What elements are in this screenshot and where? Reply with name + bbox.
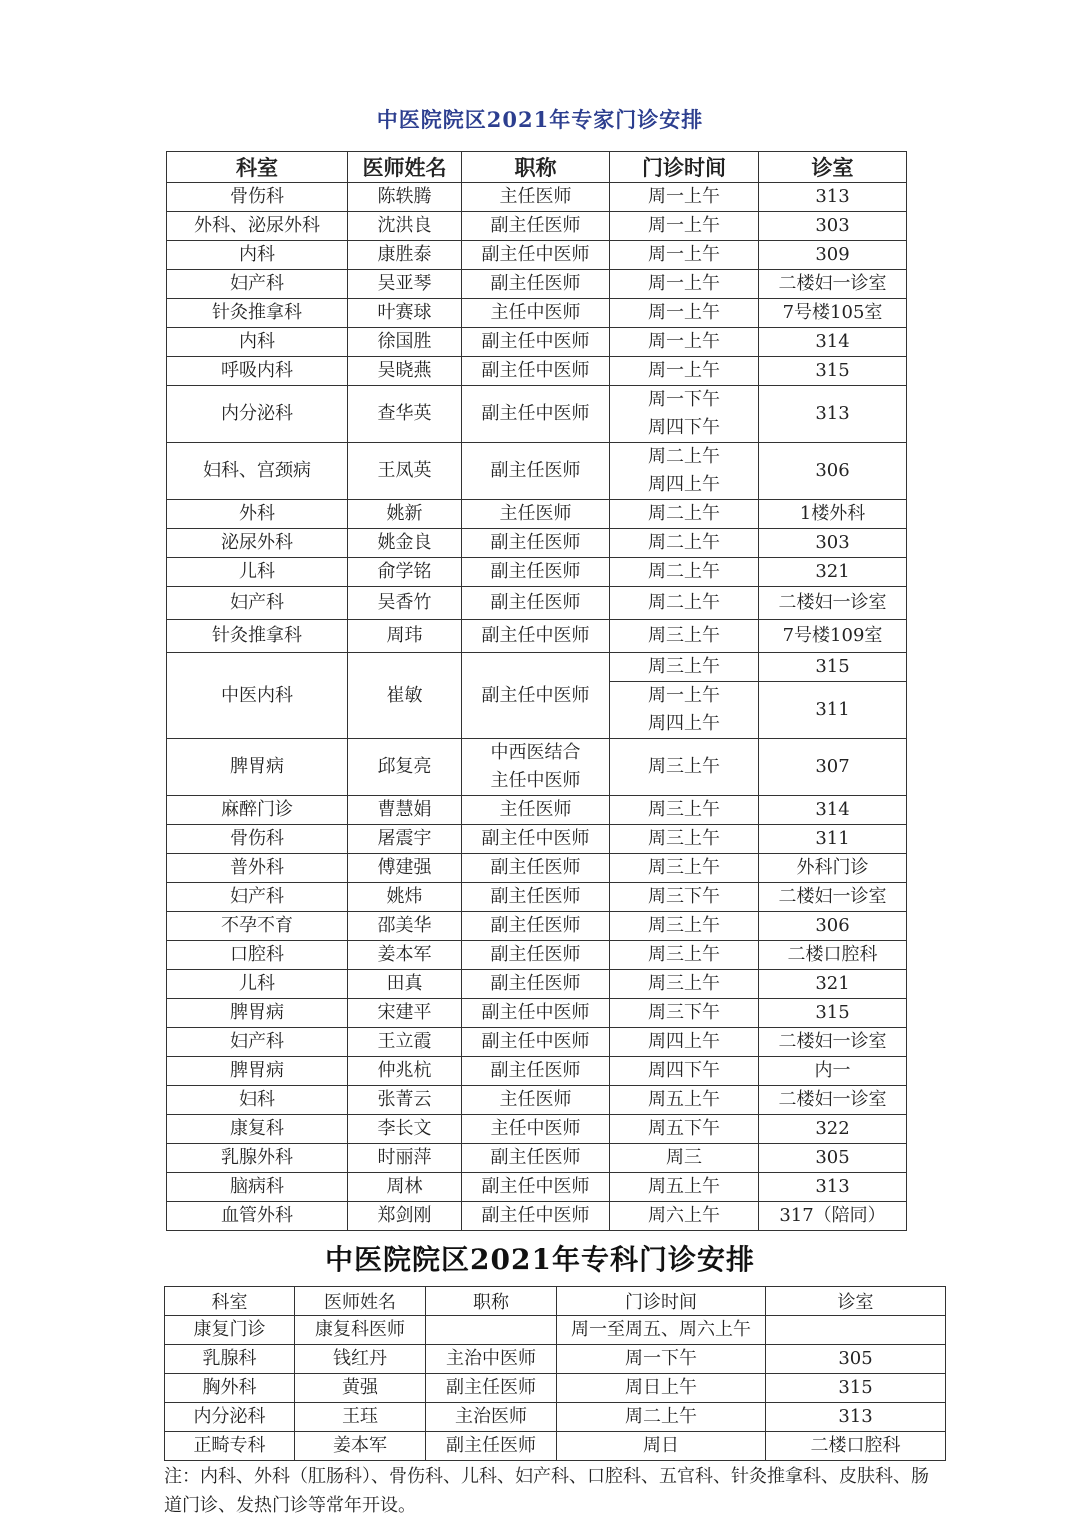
table-cell: 305 <box>759 1144 907 1173</box>
table-row <box>167 443 907 500</box>
table-cell: 脾胃病 <box>167 999 348 1028</box>
table-cell: 邱复亮 <box>348 739 462 796</box>
table-cell: 313 <box>766 1403 946 1432</box>
table-cell: 303 <box>759 212 907 241</box>
table-cell: 姜本军 <box>348 941 462 970</box>
table-row <box>167 1202 907 1231</box>
table-cell: 主任医师 <box>462 796 610 825</box>
table-cell: 内科 <box>167 328 348 357</box>
table-cell: 副主任医师 <box>462 212 610 241</box>
table-cell: 妇产科 <box>167 883 348 912</box>
table-cell: 主治中医师 <box>426 1345 557 1374</box>
table-row <box>167 529 907 558</box>
table-cell: 妇科 <box>167 1086 348 1115</box>
table-cell: 副主任医师 <box>462 970 610 999</box>
table-cell: 周三上午 <box>610 796 759 825</box>
table-cell: 俞学铭 <box>348 558 462 587</box>
table-cell: 姚金良 <box>348 529 462 558</box>
table-cell: 麻醉门诊 <box>167 796 348 825</box>
table-cell: 周玮 <box>348 620 462 653</box>
table-cell: 副主任中医师 <box>462 1202 610 1231</box>
table-cell: 副主任中医师 <box>462 999 610 1028</box>
table-cell: 7号楼109室 <box>759 620 907 653</box>
table-cell: 内一 <box>759 1057 907 1086</box>
column-header: 门诊时间 <box>557 1287 766 1316</box>
table-cell: 主任医师 <box>462 500 610 529</box>
table-cell: 周日 <box>557 1432 766 1461</box>
table-cell: 副主任医师 <box>462 529 610 558</box>
table-cell: 313 <box>759 386 907 443</box>
table-cell: 正畸专科 <box>165 1432 295 1461</box>
table-cell: 314 <box>759 328 907 357</box>
table-row <box>167 620 907 653</box>
table-row <box>167 912 907 941</box>
table-cell: 315 <box>766 1374 946 1403</box>
cell-line: 周四上午 <box>648 474 720 495</box>
table-cell: 副主任医师 <box>462 854 610 883</box>
table-cell: 二楼口腔科 <box>759 941 907 970</box>
table-cell: 傅建强 <box>348 854 462 883</box>
table-cell: 周二上午 <box>610 529 759 558</box>
table-cell: 副主任医师 <box>462 1144 610 1173</box>
table-cell: 康胜泰 <box>348 241 462 270</box>
table-cell: 306 <box>759 443 907 500</box>
table-cell: 322 <box>759 1115 907 1144</box>
table-cell: 周一上午 <box>610 299 759 328</box>
table-row <box>167 500 907 529</box>
cell-line: 周四下午 <box>648 417 720 438</box>
table-cell: 沈洪良 <box>348 212 462 241</box>
table-cell: 副主任中医师 <box>462 1028 610 1057</box>
table-row <box>167 587 907 620</box>
table-cell: 副主任中医师 <box>462 386 610 443</box>
table-cell: 宋建平 <box>348 999 462 1028</box>
table-cell: 周二上午 <box>610 500 759 529</box>
table-cell: 副主任医师 <box>462 941 610 970</box>
table-row <box>167 999 907 1028</box>
table-cell: 周一至周五、周六上午 <box>557 1316 766 1345</box>
table-cell: 周三上午 <box>610 825 759 854</box>
table-cell: 王凤英 <box>348 443 462 500</box>
table-cell: 周三上午 <box>610 653 759 682</box>
table-cell <box>610 386 759 443</box>
table-cell: 周二上午 <box>610 587 759 620</box>
table-row <box>167 970 907 999</box>
table-cell: 口腔科 <box>167 941 348 970</box>
table-cell: 周一下午 <box>557 1345 766 1374</box>
table-cell: 康复门诊 <box>165 1316 295 1345</box>
table-cell: 姚炜 <box>348 883 462 912</box>
table-row <box>167 1173 907 1202</box>
table-row <box>167 357 907 386</box>
table-cell <box>766 1316 946 1345</box>
table-cell: 周一上午 <box>610 212 759 241</box>
table-cell: 副主任中医师 <box>462 241 610 270</box>
table-cell: 泌尿外科 <box>167 529 348 558</box>
table-cell: 副主任医师 <box>462 883 610 912</box>
column-header: 医师姓名 <box>348 152 462 183</box>
table-cell: 周三下午 <box>610 999 759 1028</box>
table-cell: 副主任中医师 <box>462 620 610 653</box>
table-row <box>167 825 907 854</box>
table-cell: 邵美华 <box>348 912 462 941</box>
table-cell: 周三上午 <box>610 854 759 883</box>
table-cell: 崔敏 <box>348 653 462 739</box>
table-cell: 内分泌科 <box>165 1403 295 1432</box>
table-cell: 315 <box>759 653 907 682</box>
table-cell: 周日上午 <box>557 1374 766 1403</box>
specialty-clinic-table <box>164 1286 946 1461</box>
table-row <box>167 739 907 796</box>
table-cell: 副主任中医师 <box>462 357 610 386</box>
table-cell: 副主任医师 <box>462 443 610 500</box>
table-cell: 曹慧娟 <box>348 796 462 825</box>
table-cell: 二楼妇一诊室 <box>759 883 907 912</box>
table-cell: 副主任中医师 <box>462 825 610 854</box>
table-cell: 7号楼105室 <box>759 299 907 328</box>
table-cell: 周三 <box>610 1144 759 1173</box>
table-row <box>167 183 907 212</box>
table-cell: 不孕不育 <box>167 912 348 941</box>
table-cell: 主任中医师 <box>462 299 610 328</box>
table-cell: 骨伤科 <box>167 825 348 854</box>
table-cell: 针灸推拿科 <box>167 299 348 328</box>
table-cell: 脾胃病 <box>167 1057 348 1086</box>
table-row <box>165 1374 946 1403</box>
table-cell: 康复科 <box>167 1115 348 1144</box>
table-row <box>167 941 907 970</box>
table-cell: 二楼妇一诊室 <box>759 1028 907 1057</box>
table-cell: 主任医师 <box>462 1086 610 1115</box>
table-cell: 乳腺外科 <box>167 1144 348 1173</box>
column-header: 门诊时间 <box>610 152 759 183</box>
table-cell: 内科 <box>167 241 348 270</box>
table-cell: 外科 <box>167 500 348 529</box>
column-header: 科室 <box>167 152 348 183</box>
table-cell: 副主任医师 <box>462 558 610 587</box>
table-cell: 副主任医师 <box>462 587 610 620</box>
table-row <box>165 1345 946 1374</box>
table-cell: 306 <box>759 912 907 941</box>
column-header: 职称 <box>426 1287 557 1316</box>
cell-line: 主任中医师 <box>490 770 581 791</box>
table-cell: 307 <box>759 739 907 796</box>
table-cell: 脾胃病 <box>167 739 348 796</box>
expert-clinic-table <box>166 151 907 1231</box>
table-cell: 外科门诊 <box>759 854 907 883</box>
table-cell: 315 <box>759 999 907 1028</box>
table-row <box>167 386 907 443</box>
table-cell: 妇产科 <box>167 270 348 299</box>
table-cell: 二楼口腔科 <box>766 1432 946 1461</box>
table-row <box>167 1028 907 1057</box>
table-cell: 305 <box>766 1345 946 1374</box>
table-cell: 周三上午 <box>610 941 759 970</box>
column-header: 医师姓名 <box>295 1287 426 1316</box>
table-cell: 周一上午 <box>610 270 759 299</box>
table-cell <box>426 1316 557 1345</box>
table-cell: 王珏 <box>295 1403 426 1432</box>
table-cell: 副主任中医师 <box>462 328 610 357</box>
table-cell: 321 <box>759 970 907 999</box>
table-cell: 321 <box>759 558 907 587</box>
table-cell: 骨伤科 <box>167 183 348 212</box>
table-row <box>167 558 907 587</box>
cell-line: 周二上午 <box>648 446 720 467</box>
table-cell: 康复科医师 <box>295 1316 426 1345</box>
table-cell: 主任中医师 <box>462 1115 610 1144</box>
table-cell: 副主任中医师 <box>462 1173 610 1202</box>
table-cell: 二楼妇一诊室 <box>759 1086 907 1115</box>
table-cell: 副主任医师 <box>462 270 610 299</box>
table-row <box>167 212 907 241</box>
table-row <box>167 328 907 357</box>
table-row <box>167 1086 907 1115</box>
table-cell: 副主任中医师 <box>462 653 610 739</box>
schedule-title-expert: 中医院院区2021年专家门诊安排 <box>376 107 704 132</box>
table-cell: 吴晓燕 <box>348 357 462 386</box>
table-cell: 二楼妇一诊室 <box>759 270 907 299</box>
table-row <box>165 1316 946 1345</box>
table-cell: 乳腺科 <box>165 1345 295 1374</box>
table-cell: 胸外科 <box>165 1374 295 1403</box>
cell-line: 周四上午 <box>648 713 720 734</box>
table-cell: 317（陪同） <box>759 1202 907 1231</box>
footnote: 注：内科、外科（肛肠科）、骨伤科、儿科、妇产科、口腔科、五官科、针灸推拿科、皮肤科、肠道门诊、发热门诊等常年开设。 <box>164 1466 929 1516</box>
table-cell: 郑剑刚 <box>348 1202 462 1231</box>
table-cell: 儿科 <box>167 970 348 999</box>
table-cell: 内分泌科 <box>167 386 348 443</box>
table-cell: 屠震宇 <box>348 825 462 854</box>
table-cell: 周二上午 <box>610 558 759 587</box>
table-row <box>167 270 907 299</box>
table-cell: 钱红丹 <box>295 1345 426 1374</box>
table-cell: 王立霞 <box>348 1028 462 1057</box>
table-cell: 周三上午 <box>610 739 759 796</box>
table-cell: 外科、泌尿外科 <box>167 212 348 241</box>
table-cell: 呼吸内科 <box>167 357 348 386</box>
table-cell: 查华英 <box>348 386 462 443</box>
table-row <box>165 1432 946 1461</box>
table-cell: 姚新 <box>348 500 462 529</box>
table-cell: 313 <box>759 1173 907 1202</box>
table-row <box>167 653 907 682</box>
cell-line: 中西医结合 <box>490 742 581 763</box>
table-cell: 周五下午 <box>610 1115 759 1144</box>
table-cell: 叶赛球 <box>348 299 462 328</box>
table-row <box>167 299 907 328</box>
table-cell: 徐国胜 <box>348 328 462 357</box>
table-cell: 副主任医师 <box>462 912 610 941</box>
table-cell: 主任医师 <box>462 183 610 212</box>
table-cell: 血管外科 <box>167 1202 348 1231</box>
table-cell: 周三上午 <box>610 912 759 941</box>
cell-line: 周一上午 <box>648 685 720 706</box>
table-cell: 周四上午 <box>610 1028 759 1057</box>
table-cell: 314 <box>759 796 907 825</box>
table-row <box>167 854 907 883</box>
table-cell: 二楼妇一诊室 <box>759 587 907 620</box>
table-cell: 1楼外科 <box>759 500 907 529</box>
table-cell: 主治医师 <box>426 1403 557 1432</box>
table-cell: 中医内科 <box>167 653 348 739</box>
table-cell: 303 <box>759 529 907 558</box>
table-cell: 妇产科 <box>167 1028 348 1057</box>
table-cell: 周三下午 <box>610 883 759 912</box>
column-header: 诊室 <box>759 152 907 183</box>
table-cell: 周一上午 <box>610 241 759 270</box>
table-row <box>167 1115 907 1144</box>
table-cell: 周一上午 <box>610 328 759 357</box>
table-cell: 妇产科 <box>167 587 348 620</box>
table-cell: 315 <box>759 357 907 386</box>
table-cell: 311 <box>759 825 907 854</box>
table-cell: 仲兆杭 <box>348 1057 462 1086</box>
column-header: 职称 <box>462 152 610 183</box>
table-cell: 时丽萍 <box>348 1144 462 1173</box>
table-cell: 李长文 <box>348 1115 462 1144</box>
table-cell: 黄强 <box>295 1374 426 1403</box>
table-cell: 周四下午 <box>610 1057 759 1086</box>
table-row <box>167 1144 907 1173</box>
table-cell: 313 <box>759 183 907 212</box>
table-cell: 副主任医师 <box>462 1057 610 1086</box>
table-cell <box>610 443 759 500</box>
table-cell: 姜本军 <box>295 1432 426 1461</box>
table-cell: 陈轶腾 <box>348 183 462 212</box>
table-cell: 周一上午 <box>610 357 759 386</box>
table-cell: 副主任医师 <box>426 1374 557 1403</box>
table-row <box>165 1403 946 1432</box>
table-cell: 张菁云 <box>348 1086 462 1115</box>
column-header: 科室 <box>165 1287 295 1316</box>
table-cell: 针灸推拿科 <box>167 620 348 653</box>
cell-line: 周一下午 <box>648 389 720 410</box>
table-cell: 吴亚琴 <box>348 270 462 299</box>
table-row <box>167 241 907 270</box>
table-cell <box>610 682 759 739</box>
table-cell: 田真 <box>348 970 462 999</box>
table-cell: 311 <box>759 682 907 739</box>
table-cell: 周二上午 <box>557 1403 766 1432</box>
table-cell: 儿科 <box>167 558 348 587</box>
table-cell <box>462 739 610 796</box>
table-cell: 吴香竹 <box>348 587 462 620</box>
table-cell: 309 <box>759 241 907 270</box>
table-cell: 周五上午 <box>610 1173 759 1202</box>
schedule-title-specialty: 中医院院区2021年专科门诊安排 <box>325 1243 755 1276</box>
table-cell: 副主任医师 <box>426 1432 557 1461</box>
table-cell: 妇科、宫颈病 <box>167 443 348 500</box>
table-cell: 周三上午 <box>610 970 759 999</box>
table-row <box>167 883 907 912</box>
table-cell: 周三上午 <box>610 620 759 653</box>
table-row <box>167 1057 907 1086</box>
table-cell: 周五上午 <box>610 1086 759 1115</box>
column-header: 诊室 <box>766 1287 946 1316</box>
table-cell: 周林 <box>348 1173 462 1202</box>
table-cell: 普外科 <box>167 854 348 883</box>
table-cell: 脑病科 <box>167 1173 348 1202</box>
table-row <box>167 796 907 825</box>
table-cell: 周一上午 <box>610 183 759 212</box>
table-cell: 周六上午 <box>610 1202 759 1231</box>
